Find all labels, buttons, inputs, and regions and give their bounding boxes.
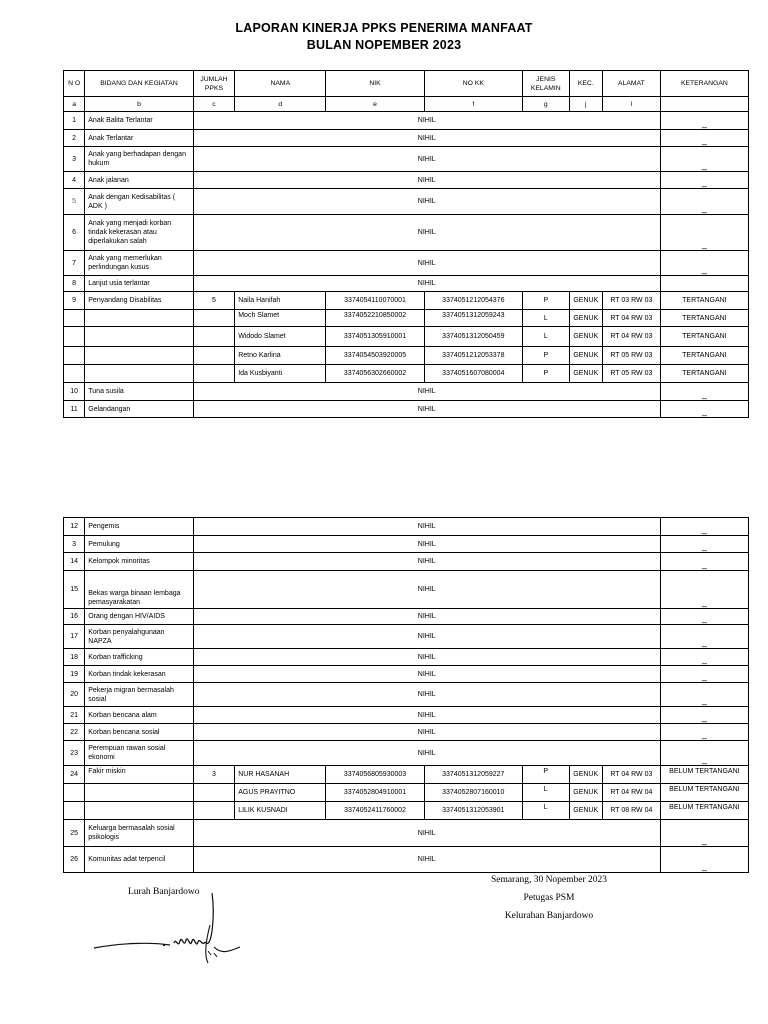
table-row xyxy=(64,707,749,724)
table-row xyxy=(64,251,749,276)
empty-cell xyxy=(85,327,193,347)
keterangan-dash: _ xyxy=(660,536,748,553)
row-number: 3 xyxy=(64,536,85,553)
nihil-cell: NIHIL xyxy=(193,518,660,536)
empty-cell xyxy=(193,347,235,365)
report-table-part2 xyxy=(63,517,749,873)
col-letter xyxy=(660,97,748,112)
table-row xyxy=(64,347,749,365)
row-category: Perempuan rawan sosial ekonomi xyxy=(85,741,193,766)
jumlah-ppks: 3 xyxy=(193,766,235,784)
table-row xyxy=(64,766,749,784)
person-address: RT 04 RW 03 xyxy=(603,327,661,347)
person-status: BELUM TERTANGANI xyxy=(660,802,748,820)
jumlah-ppks: 5 xyxy=(193,292,235,310)
person-nik: 3374054503920005 xyxy=(326,347,424,365)
row-category: Anak dengan Kedisabilitas ( ADK ) xyxy=(85,189,193,215)
person-nik: 3374052210850002 xyxy=(326,310,424,327)
keterangan-dash: _ xyxy=(660,609,748,625)
person-kec: GENUK xyxy=(569,365,602,383)
person-kk: 3374051212054376 xyxy=(424,292,522,310)
keterangan-dash: _ xyxy=(660,147,748,172)
row-number: 3 xyxy=(64,147,85,172)
header-row xyxy=(64,71,749,97)
table-row xyxy=(64,401,749,418)
keterangan-dash: _ xyxy=(660,847,748,873)
col-letter: a xyxy=(64,97,85,112)
empty-cell xyxy=(85,347,193,365)
nihil-cell: NIHIL xyxy=(193,683,660,707)
empty-cell xyxy=(85,310,193,327)
table-row xyxy=(64,276,749,292)
table-row xyxy=(64,847,749,873)
table-row xyxy=(64,189,749,215)
row-category: Korban trafficking xyxy=(85,649,193,666)
row-category: Pekerja migran bermasalah sosial xyxy=(85,683,193,707)
nihil-cell: NIHIL xyxy=(193,536,660,553)
row-number: 10 xyxy=(64,383,85,401)
table-row xyxy=(64,310,749,327)
nihil-cell: NIHIL xyxy=(193,112,660,130)
person-status: TERTANGANI xyxy=(660,347,748,365)
row-category: Gelandangan xyxy=(85,401,193,418)
row-number: 22 xyxy=(64,724,85,741)
person-address: RT 05 RW 03 xyxy=(603,365,661,383)
table-row xyxy=(64,518,749,536)
row-category: Korban bencana sosial xyxy=(85,724,193,741)
person-name: Ida Kusbiyanti xyxy=(235,365,326,383)
psm-title: Petugas PSM xyxy=(523,893,575,903)
col-header-keterangan: KETERANGAN xyxy=(660,71,748,97)
person-kk: 3374051312050459 xyxy=(424,327,522,347)
row-category: Komunitas adat terpencil xyxy=(85,847,193,873)
col-header-no: N O xyxy=(64,71,85,97)
row-number: 8 xyxy=(64,276,85,292)
keterangan-dash: _ xyxy=(660,401,748,418)
person-nik: 3374051305910001 xyxy=(326,327,424,347)
row-number: 24 xyxy=(64,766,85,784)
col-letter: c xyxy=(193,97,235,112)
col-header-nik: NIK xyxy=(326,71,424,97)
person-kec: GENUK xyxy=(569,766,602,784)
report-table-part1 xyxy=(63,70,749,418)
nihil-cell: NIHIL xyxy=(193,847,660,873)
keterangan-dash: _ xyxy=(660,251,748,276)
table-row xyxy=(64,383,749,401)
empty-cell xyxy=(193,310,235,327)
table-row xyxy=(64,666,749,683)
nihil-cell: NIHIL xyxy=(193,666,660,683)
row-number: 14 xyxy=(64,553,85,571)
empty-cell xyxy=(193,784,235,802)
person-status: TERTANGANI xyxy=(660,310,748,327)
person-kec: GENUK xyxy=(569,310,602,327)
row-number: 4 xyxy=(64,172,85,189)
empty-cell xyxy=(64,327,85,347)
table-row xyxy=(64,802,749,820)
keterangan-dash: _ xyxy=(660,724,748,741)
col-letter: e xyxy=(326,97,424,112)
col-letter: l xyxy=(603,97,661,112)
table-row xyxy=(64,609,749,625)
nihil-cell: NIHIL xyxy=(193,741,660,766)
table-row xyxy=(64,112,749,130)
table-row xyxy=(64,215,749,251)
person-kk: 3374051312059243 xyxy=(424,310,522,327)
nihil-cell: NIHIL xyxy=(193,276,660,292)
row-category: Tuna susila xyxy=(85,383,193,401)
row-category: Bekas warga binaan lembaga pemasyarakatan xyxy=(85,571,193,609)
table-row xyxy=(64,292,749,310)
col-header-bidang: BIDANG DAN KEGIATAN xyxy=(85,71,193,97)
handwritten-signature xyxy=(90,885,260,965)
keterangan-dash: _ xyxy=(660,707,748,724)
table-row xyxy=(64,365,749,383)
keterangan-dash: _ xyxy=(660,571,748,609)
table-row xyxy=(64,553,749,571)
row-number: 26 xyxy=(64,847,85,873)
person-status: BELUM TERTANGANI xyxy=(660,784,748,802)
person-nik: 3374052804910001 xyxy=(326,784,424,802)
keterangan-dash: _ xyxy=(660,518,748,536)
col-header-jenis-kelamin: JENIS KELAMIN xyxy=(522,71,569,97)
nihil-cell: NIHIL xyxy=(193,172,660,189)
row-category: Anak Terlantar xyxy=(85,130,193,147)
empty-cell xyxy=(193,327,235,347)
person-status: TERTANGANI xyxy=(660,365,748,383)
row-category: Anak yang memerlukan perlindungan kusus xyxy=(85,251,193,276)
person-address: RT 08 RW 04 xyxy=(602,802,660,820)
empty-cell xyxy=(193,365,235,383)
person-kec: GENUK xyxy=(569,784,602,802)
empty-cell xyxy=(193,802,235,820)
table-row xyxy=(64,172,749,189)
person-gender: P xyxy=(522,347,569,365)
person-name: AGUS PRAYITNO xyxy=(235,784,326,802)
person-nik: 3374056805930003 xyxy=(326,766,424,784)
person-name: NUR HASANAH xyxy=(235,766,326,784)
person-name: Retno Karlina xyxy=(235,347,326,365)
person-address: RT 04 RW 03 xyxy=(602,766,660,784)
empty-cell xyxy=(64,347,85,365)
keterangan-dash: _ xyxy=(660,553,748,571)
row-number: 11 xyxy=(64,401,85,418)
table-row xyxy=(64,649,749,666)
nihil-cell: NIHIL xyxy=(193,707,660,724)
nihil-cell: NIHIL xyxy=(193,724,660,741)
person-status: TERTANGANI xyxy=(660,292,748,310)
keterangan-dash: _ xyxy=(660,683,748,707)
person-name: Moch Slamet xyxy=(235,310,326,327)
row-category: Anak yang berhadapan dengan hukum xyxy=(85,147,193,172)
row-number: 23 xyxy=(64,741,85,766)
person-kk: 3374052807160010 xyxy=(424,784,522,802)
psm-org: Kelurahan Banjardowo xyxy=(504,911,594,921)
person-gender: L xyxy=(522,327,569,347)
col-letter: b xyxy=(85,97,193,112)
person-kec: GENUK xyxy=(569,327,602,347)
keterangan-empty xyxy=(660,276,748,292)
col-header-alamat: ALAMAT xyxy=(603,71,661,97)
nihil-cell: NIHIL xyxy=(193,401,660,418)
table-row xyxy=(64,147,749,172)
empty-cell xyxy=(85,784,193,802)
col-header-nama: NAMA xyxy=(235,71,326,97)
letter-row xyxy=(64,97,749,112)
person-name: LILIK KUSNADI xyxy=(235,802,326,820)
person-kk: 3374051312053901 xyxy=(424,802,522,820)
row-category: Anak jalanan xyxy=(85,172,193,189)
row-category: Pemulung xyxy=(85,536,193,553)
person-address: RT 05 RW 03 xyxy=(603,347,661,365)
table-row xyxy=(64,327,749,347)
table-row xyxy=(64,625,749,649)
place-date: Semarang, 30 Nopember 2023 xyxy=(490,875,608,885)
row-category: Korban bencana alam xyxy=(85,707,193,724)
row-number: 21 xyxy=(64,707,85,724)
row-category: Fakir miskin xyxy=(85,766,193,784)
row-number: 12 xyxy=(64,518,85,536)
row-number: 7 xyxy=(64,251,85,276)
nihil-cell: NIHIL xyxy=(193,383,660,401)
person-kec: GENUK xyxy=(569,802,602,820)
row-category: Kelompok minoritas xyxy=(85,553,193,571)
person-kk: 3374051212053378 xyxy=(424,347,522,365)
keterangan-dash: _ xyxy=(660,112,748,130)
nihil-cell: NIHIL xyxy=(193,625,660,649)
person-name: Widodo Slamet xyxy=(235,327,326,347)
keterangan-dash: _ xyxy=(660,383,748,401)
person-address: RT 04 RW 03 xyxy=(603,310,661,327)
col-letter: d xyxy=(235,97,326,112)
nihil-cell: NIHIL xyxy=(193,820,660,847)
col-header-jumlah: JUMLAH PPKS xyxy=(193,71,235,97)
keterangan-dash: _ xyxy=(660,666,748,683)
nihil-cell: NIHIL xyxy=(193,649,660,666)
person-nik: 3374054110070001 xyxy=(326,292,424,310)
nihil-cell: NIHIL xyxy=(193,130,660,147)
keterangan-dash: _ xyxy=(660,649,748,666)
person-kec: GENUK xyxy=(569,347,602,365)
row-number: 9 xyxy=(64,292,85,310)
row-category: Keluarga bermasalah sosial psikologis xyxy=(85,820,193,847)
row-number: 6 xyxy=(64,215,85,251)
nihil-cell: NIHIL xyxy=(193,571,660,609)
nihil-cell: NIHIL xyxy=(193,553,660,571)
row-category: Penyandang Disabilitas xyxy=(85,292,193,310)
table-row xyxy=(64,724,749,741)
row-number: 16 xyxy=(64,609,85,625)
nihil-cell: NIHIL xyxy=(193,215,660,251)
row-number: 15 xyxy=(64,571,85,609)
person-gender: L xyxy=(522,310,569,327)
col-header-kec: KEC. xyxy=(569,71,602,97)
row-category: Lanjut usia terlantar xyxy=(85,276,193,292)
row-category: Korban penyalahgunaan NAPZA xyxy=(85,625,193,649)
lurah-title: Lurah Banjardowo xyxy=(128,887,200,897)
keterangan-dash: _ xyxy=(660,189,748,215)
table-row xyxy=(64,820,749,847)
keterangan-dash: _ xyxy=(660,625,748,649)
report-subtitle: BULAN NOPEMBER 2023 xyxy=(306,38,462,52)
person-kk: 3374051607080004 xyxy=(424,365,522,383)
row-category: Pengemis xyxy=(85,518,193,536)
row-number: 19 xyxy=(64,666,85,683)
col-letter: g xyxy=(522,97,569,112)
nihil-cell: NIHIL xyxy=(193,609,660,625)
person-status: BELUM TERTANGANI xyxy=(660,766,748,784)
empty-cell xyxy=(85,802,193,820)
person-gender: P xyxy=(522,766,569,784)
person-gender: P xyxy=(522,365,569,383)
person-kk: 3374051312059227 xyxy=(424,766,522,784)
person-address: RT 03 RW 03 xyxy=(603,292,661,310)
col-letter: f xyxy=(424,97,522,112)
nihil-cell: NIHIL xyxy=(193,251,660,276)
person-name: Naila Hanifah xyxy=(235,292,326,310)
table-row xyxy=(64,683,749,707)
person-kec: GENUK xyxy=(569,292,602,310)
row-number: 18 xyxy=(64,649,85,666)
person-gender: L xyxy=(522,802,569,820)
keterangan-dash: _ xyxy=(660,172,748,189)
row-category: Orang dengan HIV/AIDS xyxy=(85,609,193,625)
table-row xyxy=(64,536,749,553)
row-number: 1 xyxy=(64,112,85,130)
report-title: LAPORAN KINERJA PPKS PENERIMA MANFAAT xyxy=(235,21,533,35)
table-row xyxy=(64,130,749,147)
empty-cell xyxy=(64,310,85,327)
row-number: 17 xyxy=(64,625,85,649)
person-address: RT 04 RW 04 xyxy=(602,784,660,802)
row-number: 2 xyxy=(64,130,85,147)
row-number: 25 xyxy=(64,820,85,847)
keterangan-dash: _ xyxy=(660,820,748,847)
empty-cell xyxy=(85,365,193,383)
empty-cell xyxy=(64,802,85,820)
row-number: 5 xyxy=(64,189,85,215)
keterangan-dash: _ xyxy=(660,741,748,766)
keterangan-dash: _ xyxy=(660,215,748,251)
person-nik: 3374056302660002 xyxy=(326,365,424,383)
keterangan-dash: _ xyxy=(660,130,748,147)
empty-cell xyxy=(64,365,85,383)
row-number: 20 xyxy=(64,683,85,707)
empty-cell xyxy=(64,784,85,802)
signature-block-right xyxy=(474,871,624,925)
nihil-cell: NIHIL xyxy=(193,189,660,215)
nihil-cell: NIHIL xyxy=(193,147,660,172)
col-header-nokk: NO KK xyxy=(424,71,522,97)
row-category: Korban tindak kekerasan xyxy=(85,666,193,683)
table-row xyxy=(64,741,749,766)
person-gender: L xyxy=(522,784,569,802)
row-category: Anak yang menjadi korban tindak kekerasan atau diperlakukan salah xyxy=(85,215,193,251)
table-row xyxy=(64,784,749,802)
person-nik: 3374052411760002 xyxy=(326,802,424,820)
row-category: Anak Balita Terlantar xyxy=(85,112,193,130)
table-row xyxy=(64,571,749,609)
col-letter: j xyxy=(569,97,602,112)
person-status: TERTANGANI xyxy=(660,327,748,347)
person-gender: P xyxy=(522,292,569,310)
